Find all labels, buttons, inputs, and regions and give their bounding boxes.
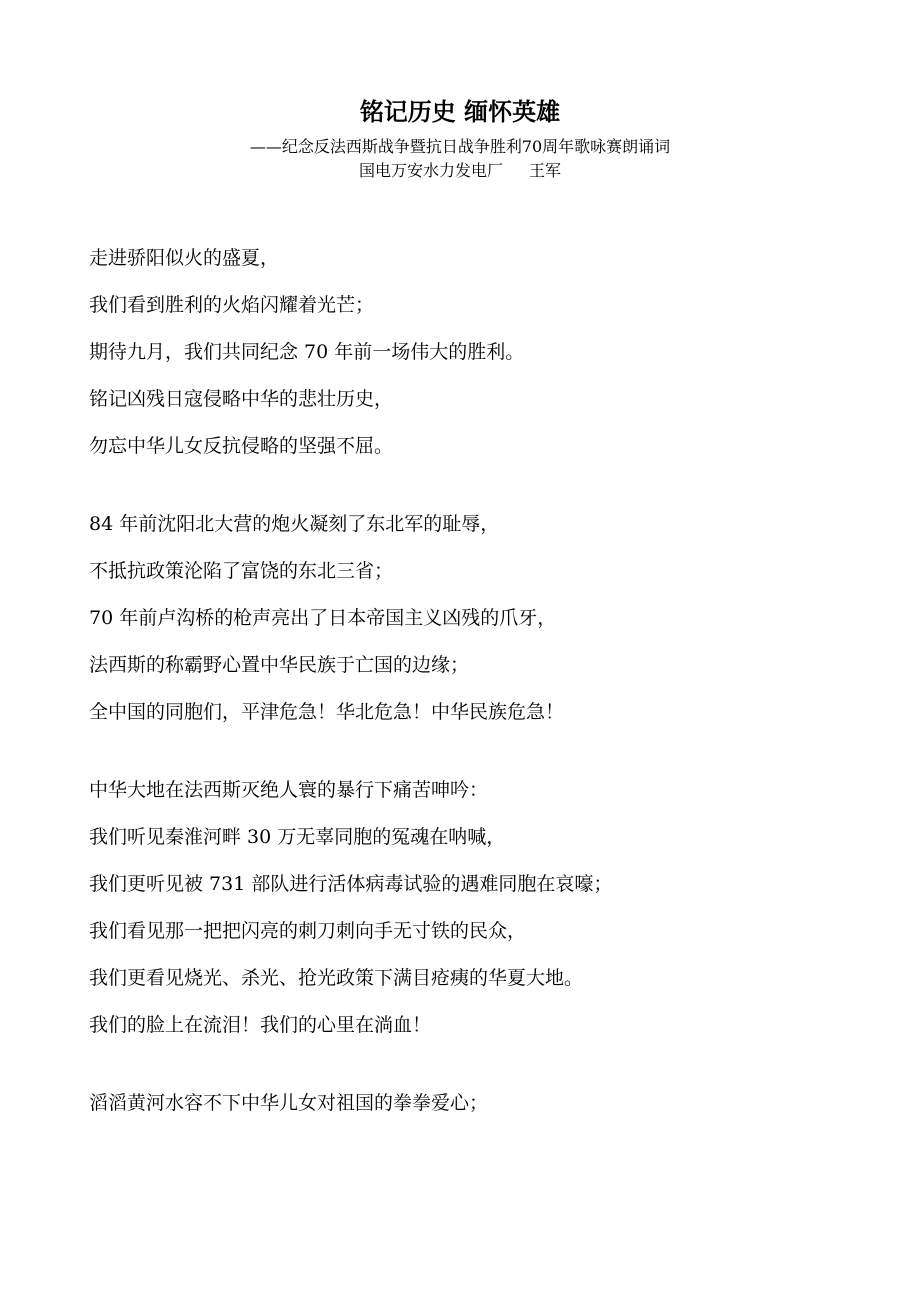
stanza-4 bbox=[89, 1088, 849, 1119]
poem-line: 期待九月，我们共同纪念 70 年前一场伟大的胜利。 bbox=[89, 341, 525, 363]
author-line bbox=[0, 160, 920, 182]
stanza-2 bbox=[89, 509, 849, 728]
poem-line: 全中国的同胞们，平津危急！华北危急！中华民族危急！ bbox=[89, 701, 565, 723]
stanza-1 bbox=[89, 243, 849, 462]
poem-line: 中华大地在法西斯灭绝人寰的暴行下痛苦呻吟： bbox=[89, 779, 489, 801]
poem-line: 我们的脸上在流泪！我们的心里在淌血！ bbox=[89, 1014, 432, 1036]
author-organization: 国电万安水力发电厂 bbox=[358, 161, 503, 180]
poem-line: 滔滔黄河水容不下中华儿女对祖国的拳拳爱心； bbox=[89, 1092, 489, 1114]
poem-line: 不抵抗政策沦陷了富饶的东北三省； bbox=[89, 560, 394, 582]
poem-line: 84 年前沈阳北大营的炮火凝刻了东北军的耻辱， bbox=[89, 513, 500, 535]
poem-line: 我们更听见被 731 部队进行活体病毒试验的遇难同胞在哀嚎； bbox=[89, 873, 613, 895]
poem-line: 我们看见那一把把闪亮的刺刀刺向手无寸铁的民众， bbox=[89, 920, 527, 942]
poem-line: 法西斯的称霸野心置中华民族于亡国的边缘； bbox=[89, 654, 470, 676]
poem-line: 70 年前卢沟桥的枪声亮出了日本帝国主义凶残的爪牙， bbox=[89, 607, 557, 629]
poem-body bbox=[89, 243, 849, 1119]
poem-line: 铭记凶残日寇侵略中华的悲壮历史， bbox=[89, 388, 394, 410]
poem-line: 走进骄阳似火的盛夏， bbox=[89, 247, 280, 269]
stanza-3 bbox=[89, 775, 849, 1041]
poem-line: 勿忘中华儿女反抗侵略的坚强不屈。 bbox=[89, 435, 394, 457]
document-title: 铭记历史 缅怀英雄 bbox=[359, 97, 561, 126]
poem-line: 我们更看见烧光、杀光、抢光政策下满目疮痍的华夏大地。 bbox=[89, 967, 584, 989]
author-name: 王军 bbox=[529, 161, 562, 180]
document-subtitle: ——纪念反法西斯战争暨抗日战争胜利70周年歌咏赛朗诵词 bbox=[249, 137, 671, 156]
poem-line: 我们听见秦淮河畔 30 万无辜同胞的冤魂在呐喊， bbox=[89, 826, 506, 848]
poem-line: 我们看到胜利的火焰闪耀着光芒； bbox=[89, 294, 375, 316]
